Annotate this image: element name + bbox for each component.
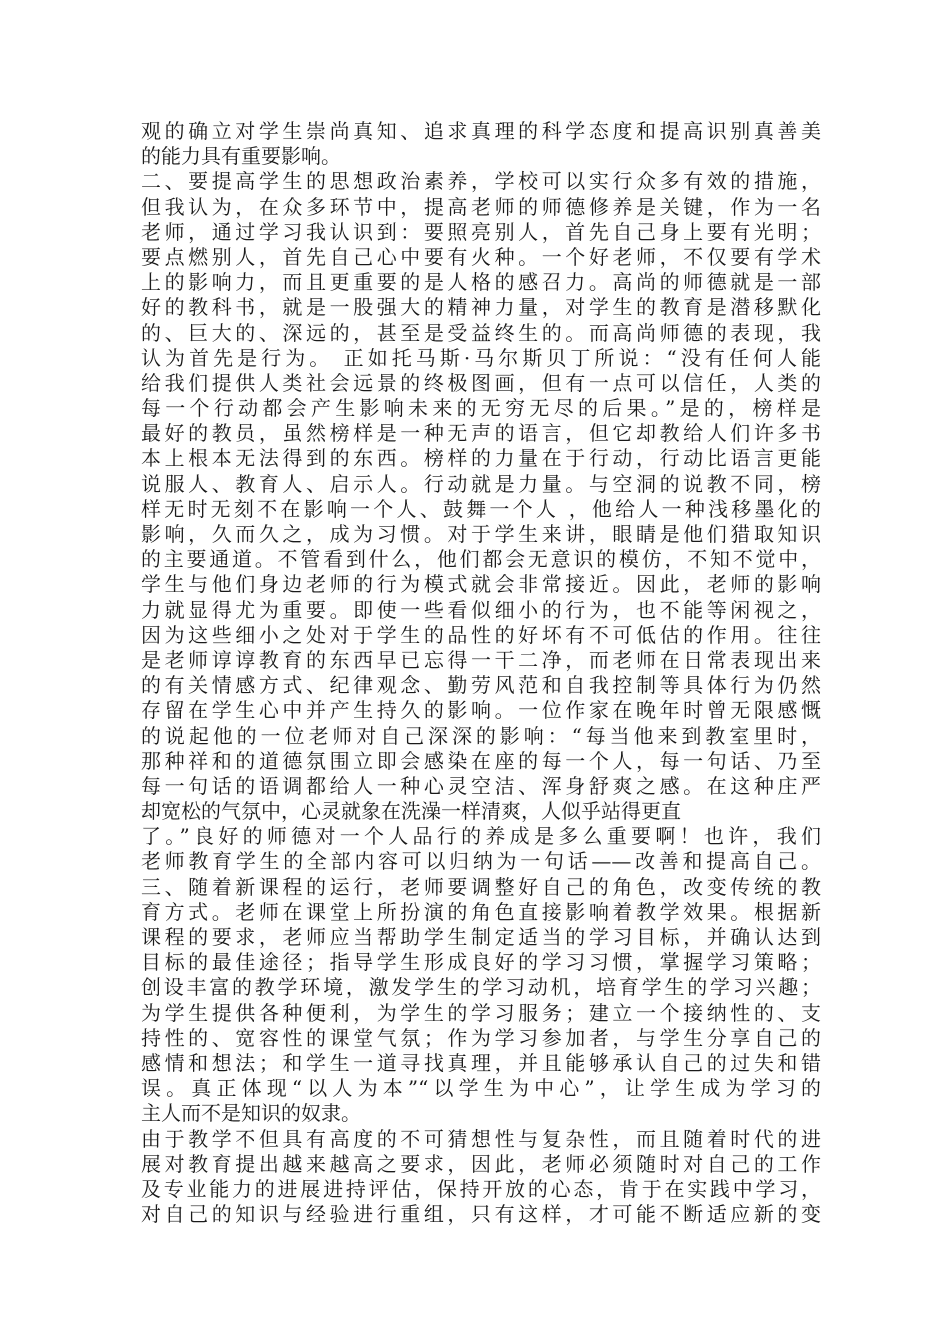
text-line: 存留在学生心中并产生持久的影响。一位作家在晚年时曾无限感慨	[141, 698, 821, 723]
text-line: 的主要通道。不管看到什么，他们都会无意识的模仿，不知不觉中，	[141, 547, 821, 572]
text-line: 认为首先是行为。 正如托马斯·马尔斯贝丁所说：“没有任何人能	[141, 345, 821, 370]
text-line: 给我们提供人类社会远景的终极图画，但有一点可以信任，人类的	[141, 370, 821, 395]
text-line: 的说起他的一位老师对自己深深的影响：“每当他来到教室里时，	[141, 723, 821, 748]
text-line: 的有关情感方式、纪律观念、勤劳风范和自我控制等具体行为仍然	[141, 673, 821, 698]
text-line: 样无时无刻不在影响一个人、鼓舞一个人 ，他给人一种浅移墨化的	[141, 496, 821, 521]
text-line: 创设丰富的教学环境，激发学生的学习动机，培育学生的学习兴趣；	[141, 975, 821, 1000]
text-line: 感情和想法；和学生一道寻找真理，并且能够承认自己的过失和错	[141, 1050, 821, 1075]
text-line: 了。”良好的师德对一个人品行的养成是多么重要啊！也许，我们	[141, 824, 821, 849]
text-line: 的、巨大的、深远的，甚至是受益终生的。而高尚师德的表现，我	[141, 320, 821, 345]
text-line: 对自己的知识与经验进行重组，只有这样，才可能不断适应新的变	[141, 1202, 821, 1227]
text-line: 持性的、宽容性的课堂气氛；作为学习参加者，与学生分享自己的	[141, 1025, 821, 1050]
text-line: 上的影响力，而且更重要的是人格的感召力。高尚的师德就是一部	[141, 270, 821, 295]
text-line: 观的确立对学生崇尚真知、追求真理的科学态度和提高识别真善美	[141, 119, 821, 143]
text-line: 但我认为，在众多环节中，提高老师的师德修养是关键，作为一名	[141, 194, 821, 219]
text-line: 目标的最佳途径；指导学生形成良好的学习习惯，掌握学习策略；	[141, 950, 821, 975]
text-line: 为学生提供各种便利，为学生的学习服务；建立一个接纳性的、支	[141, 1000, 821, 1025]
text-line: 因为这些细小之处对于学生的品性的好坏有不可低估的作用。往往	[141, 622, 821, 647]
text-line: 主人而不是知识的奴隶。	[141, 1101, 361, 1126]
text-line: 学生与他们身边老师的行为模式就会非常接近。因此，老师的影响	[141, 572, 821, 597]
text-line: 本上根本无法得到的东西。榜样的力量在于行动，行动比语言更能	[141, 446, 821, 471]
text-line: 三、随着新课程的运行，老师要调整好自己的角色，改变传统的教	[141, 874, 821, 899]
text-line: 误。真正体现“以人为本”“以学生为中心”，让学生成为学习的	[141, 1076, 821, 1101]
text-line: 老师教育学生的全部内容可以归纳为一句话——改善和提高自己。	[141, 849, 821, 874]
text-line: 二、要提高学生的思想政治素养，学校可以实行众多有效的措施，	[141, 169, 821, 194]
text-line: 那种祥和的道德氛围立即会感染在座的每一个人，每一句话、乃至	[141, 748, 821, 773]
text-line: 说服人、教育人、启示人。行动就是力量。与空洞的说教不同，榜	[141, 471, 821, 496]
text-line: 要点燃别人，首先自己心中要有火种。一个好老师，不仅要有学术	[141, 244, 821, 269]
text-line: 老师，通过学习我认识到：要照亮别人，首先自己身上要有光明；	[141, 219, 821, 244]
text-line: 由于教学不但具有高度的不可猜想性与复杂性，而且随着时代的进	[141, 1126, 821, 1151]
text-line: 却宽松的气氛中，心灵就象在洗澡一样清爽，人似乎站得更直	[141, 799, 681, 824]
document-body-text	[141, 119, 821, 1227]
text-line: 力就显得尤为重要。即使一些看似细小的行为，也不能等闲视之，	[141, 597, 821, 622]
text-line: 好的教科书，就是一股强大的精神力量，对学生的教育是潜移默化	[141, 295, 821, 320]
text-line: 每一句话的语调都给人一种心灵空洁、浑身舒爽之感。在这种庄严	[141, 773, 821, 798]
text-line: 育方式。老师在课堂上所扮演的角色直接影响着教学效果。根据新	[141, 899, 821, 924]
text-line: 的能力具有重要影响。	[141, 144, 341, 169]
text-line: 影响，久而久之，成为习惯。对于学生来讲，眼睛是他们猎取知识	[141, 522, 821, 546]
text-line: 最好的教员，虽然榜样是一种无声的语言，但它却教给人们许多书	[141, 421, 821, 446]
text-line: 及专业能力的进展进持评估，保持开放的心态，肯于在实践中学习，	[141, 1176, 821, 1201]
text-line: 课程的要求，老师应当帮助学生制定适当的学习目标，并确认达到	[141, 925, 821, 949]
text-line: 每一个行动都会产生影响未来的无穷无尽的后果。”是的，榜样是	[141, 396, 821, 421]
text-line: 是老师谆谆教育的东西早已忘得一干二净，而老师在日常表现出来	[141, 647, 821, 672]
text-line: 展对教育提出越来越高之要求，因此，老师必须随时对自己的工作	[141, 1151, 821, 1176]
